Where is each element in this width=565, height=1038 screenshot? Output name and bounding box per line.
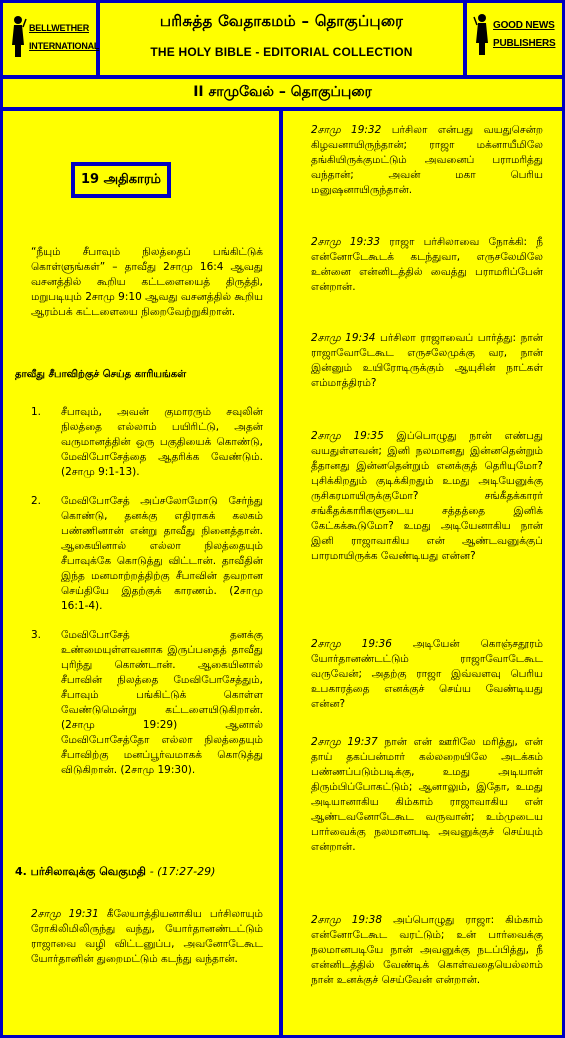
list-item-text: மேவிபோசேத் அப்சலோமோடு சேர்ந்து கொண்டு, தனக்கு எதிராகக் கலகம் பண்ணினான் என்று தாவீது நினைத்தான். ஆகையினால் எல்லா நிலத்தையும் சீபாவுக்கே கொடுத்து விட்டான். தாவீதின் இந்த மனமாற்றத்திற்கு சீபாவின் தவறான செய்தியே இதற்குக் காரணம். (2சாமு 16:1-4). [61, 495, 263, 612]
right-column [283, 111, 562, 1035]
verse-ref: 2சாமு 19:34 [311, 332, 376, 344]
verse-ref: 2சாமு 19:37 [311, 736, 378, 748]
list-item-text: மேவிபோசேத் தனக்கு உண்மையுள்ளவனாக இருப்பதைத் தாவீது புரிந்து கொண்டான். ஆகையினால் சீபாவின் நிலத்தை மேவிபோசேத்தும், சீபாவும் பங்கிட்டுக் கொள்ள வேண்டுமென்று கட்டளையிடுகிறான். (2சாமு 19:29) ஆனால் மேவிபோசேத்தோ எல்லா நிலத்தையும் சீபாவிற்கு மனப்பூர்வமாகக் கொடுத்து விடுகிறான். (2சாமு 19:30). [61, 629, 263, 776]
verse-text: நான் என் ஊரிலே மரித்து, என் தாய் தகப்பன்மார் கல்லறையிலே அடக்கம் பண்ணப்படும்படிக்கு, உமது அடியான் திரும்பிப்போகட்டும்; ஆனாலும், இதோ, உமது அடியானாகிய கிம்காம் ராஜாவாகிய என் ஆண்டவனோடேகூட வருவான்; உம்முடைய பார்வைக்கு நலமானபடி அவனுக்குச் செய்யும் என்றான். [311, 736, 543, 853]
verse-text: இப்பொழுது நான் எண்பது வயதுள்ளவன்; இனி நலமானது இன்னதென்றும் தீதானது இன்னதென்றும் எனக்குத் தெரியுமோ? புசிக்கிறதும் குடிக்கிறதும் உமது அடியேனுக்கு ருசிகரமாயிருக்குமோ? சங்கீதக்காரர் சங்கீதக்காரிகளுடைய சத்தத்தை இனிக் கேட்கக்கூடுமோ? உமது அடியேனாகிய நான் இனி ராஜாவாகிய என் ஆண்டவனுக்குப் பாரமாயிருக்க வேண்டியது என்ன? [311, 430, 543, 562]
verse-paragraph [311, 235, 543, 295]
book-title: II சாமுவேல் – தொகுப்புரை [193, 84, 372, 100]
section-heading: தாவீது சீபாவிற்குச் செய்த காரியங்கள் [15, 369, 187, 380]
list-number: 1. [31, 406, 42, 418]
list-number: 3. [31, 629, 42, 641]
verse-text: அப்பொழுது ராஜா: கிம்காம் என்னோடேகூட வரட்டும்; உன் பார்வைக்கு நலமானபடியே நான் அவனுக்கு நடப்பித்து, நீ என்னிடத்தில் வேண்டிக் கொள்வதையெல்லாம் நான் உனக்குச் செய்வேன் என்றான். [311, 914, 543, 986]
list-item [31, 405, 263, 480]
verse-ref: 2சாமு 19:32 [311, 124, 382, 136]
verse-paragraph [311, 331, 543, 391]
verse-ref: 2சாமு 19:31 [31, 908, 99, 920]
verse-ref: 2சாமு 19:33 [311, 236, 381, 248]
left-column [3, 111, 279, 1035]
list-item [31, 494, 263, 614]
logo-line-1: GOOD NEWS [493, 20, 555, 31]
english-title: THE HOLY BIBLE - EDITORIAL COLLECTION [150, 45, 413, 59]
verse-text: ராஜா பர்சிலாவை நோக்கி: நீ என்னோடேகூடக் கடந்துவா, எருசலேமிலே உன்னை என்னிடத்தில் வைத்து பராமரிப்பேன் என்றான். [311, 236, 543, 293]
verse-ref: 2சாமு 19:38 [311, 914, 382, 926]
logo-line-2: PUBLISHERS [493, 38, 556, 49]
logo-line-1: BELLWETHER [29, 23, 89, 33]
logo-line-2: INTERNATIONAL [29, 41, 100, 51]
verse-paragraph [311, 913, 543, 988]
list-item [31, 628, 263, 778]
numbered-list [31, 405, 263, 792]
verse-paragraph [31, 907, 263, 967]
header-title-box [100, 3, 463, 75]
verse-paragraph [311, 637, 543, 712]
verse-text: பர்சிலா என்பது வயதுசென்ற கிழவனாயிருந்தான்; ராஜா மக்னாயீமிலே தங்கியிருக்குமட்டும் அவனைப் பராமரித்து வந்தான்; அவன் மகா பெரிய மனுஷனாயிருந்தான். [311, 124, 543, 196]
verse-paragraph [311, 429, 543, 564]
section-heading-2-ref: - (17:27-29) [149, 865, 216, 878]
intro-paragraph: “நீயும் சீபாவும் நிலத்தைப் பங்கிட்டுக் கொள்ளுங்கள்” – தாவீது 2சாமு 16:4 ஆவது வசனத்தில் கூறிய கட்டளையைத் திருத்தி, மறுபடியும் 2சாமு 9:10 ஆவது வசனத்தில் கூறிய ஆரம்பக் கட்டளையை நிறைவேற்றுகிறான். [31, 246, 263, 318]
list-number: 2. [31, 495, 42, 507]
section-heading-2-text: 4. பர்சிலாவுக்கு வெகுமதி [15, 865, 146, 878]
verse-text: கீலேயாத்தியனாகிய பர்சிலாயும் ரோகிலிமிலிருந்து வந்து, யோர்தானண்டட்டும் ராஜாவை வழி விட்டனுப்ப, அவனோடேகூட யோர்தானின் துறைமட்டும் கடந்து வந்தான். [31, 908, 263, 965]
verse-ref: 2சாமு 19:35 [311, 430, 384, 442]
verse-text: பர்சிலா ராஜாவைப் பார்த்து: நான் ராஜாவோடேகூட எருசலேமுக்கு வர, நான் இன்னும் உயிரோடிருக்கும் ஆயுசின் நாட்கள் எம்மாத்திரம்? [311, 332, 543, 389]
verse-paragraph [311, 735, 543, 855]
verse-ref: 2சாமு 19:36 [311, 638, 392, 650]
publisher-logo-left [3, 3, 100, 75]
verse-text: அடியேன் கொஞ்சதூரம் யோர்தானண்டட்டும் ராஜாவோடேகூட வருவேன்; அதற்கு ராஜா இவ்வளவு பெரிய உபகாரத்தை எனக்குச் செய்ய வேண்டியது என்ன? [311, 638, 543, 710]
shepherd-figure-icon [9, 15, 27, 59]
list-item-text: சீபாவும், அவன் குமாரரும் சவுலின் நிலத்தை எல்லாம் பயிரிட்டு, அதன் வருமானத்தின் ஒரு பகுதியைக் கொண்டு, மேவிபோசேத்தை ஆதரிக்க வேண்டும். (2சாமு 9:1-13). [61, 406, 263, 478]
chapter-label: 19 அதிகாரம் [71, 162, 171, 198]
publisher-logo-right [467, 3, 562, 75]
book-title-bar [3, 79, 562, 107]
verse-paragraph [311, 123, 543, 198]
tamil-title: பரிசுத்த வேதாகமம் – தொகுப்புரை [159, 12, 404, 30]
shepherd-figure-icon [473, 13, 491, 57]
section-heading-2 [15, 865, 215, 880]
